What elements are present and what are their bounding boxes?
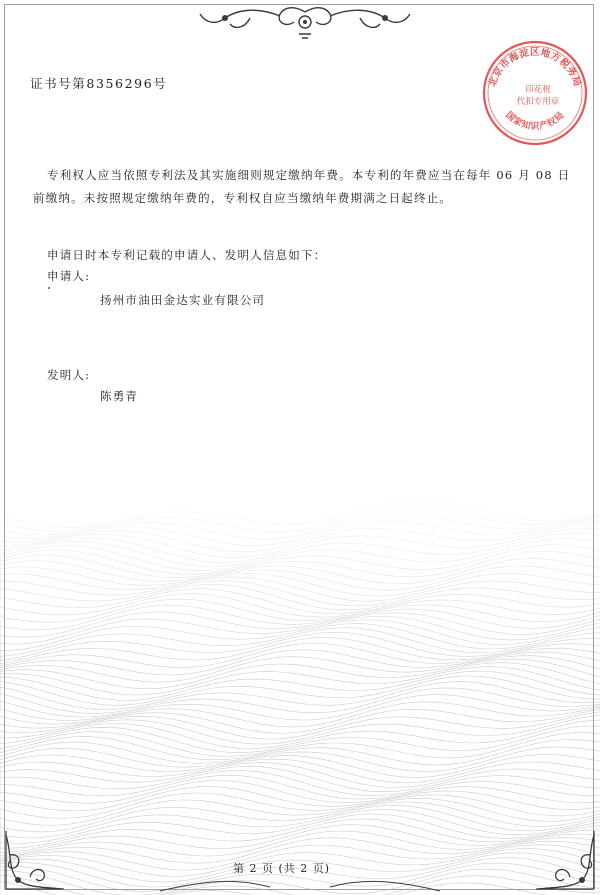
annual-fee-notice-line1: 专利权人应当依照专利法及其实施细则规定缴纳年费。本专利的年费应当在每年 06 月 08 日: [47, 168, 571, 182]
info-intro: 申请日时本专利记载的申请人、发明人信息如下：: [47, 248, 327, 262]
seal-bottom-text: 国家知识产权局: [503, 110, 567, 133]
svg-text:国家知识产权局: [503, 109, 567, 132]
inventor-name: 陈勇青: [100, 389, 139, 403]
svg-text:北京市海淀区地方税务局: [486, 46, 583, 88]
page-footer: 第 2 页 (共 2 页): [233, 862, 331, 875]
inventor-label: 发明人:: [47, 368, 91, 382]
top-ornament-icon: [190, 4, 420, 44]
certificate-number: 证书号第8356296号: [30, 76, 168, 91]
seal-inner-line1: 印花税: [525, 85, 551, 95]
scan-speck: [48, 287, 50, 289]
seal-inner-line2: 代扣专用章: [516, 97, 560, 107]
corner-ornament-icon: [530, 825, 600, 895]
corner-ornament-icon: [0, 825, 70, 895]
tax-seal-stamp: [480, 38, 590, 148]
applicant-name: 扬州市油田金达实业有限公司: [100, 293, 266, 307]
applicant-label: 申请人:: [47, 269, 91, 283]
seal-outer-text: 北京市海淀区地方税务局: [487, 46, 583, 89]
annual-fee-notice-line2: 前缴纳。未按照规定缴纳年费的，专利权自应当缴纳年费期满之日起终止。: [33, 191, 453, 205]
